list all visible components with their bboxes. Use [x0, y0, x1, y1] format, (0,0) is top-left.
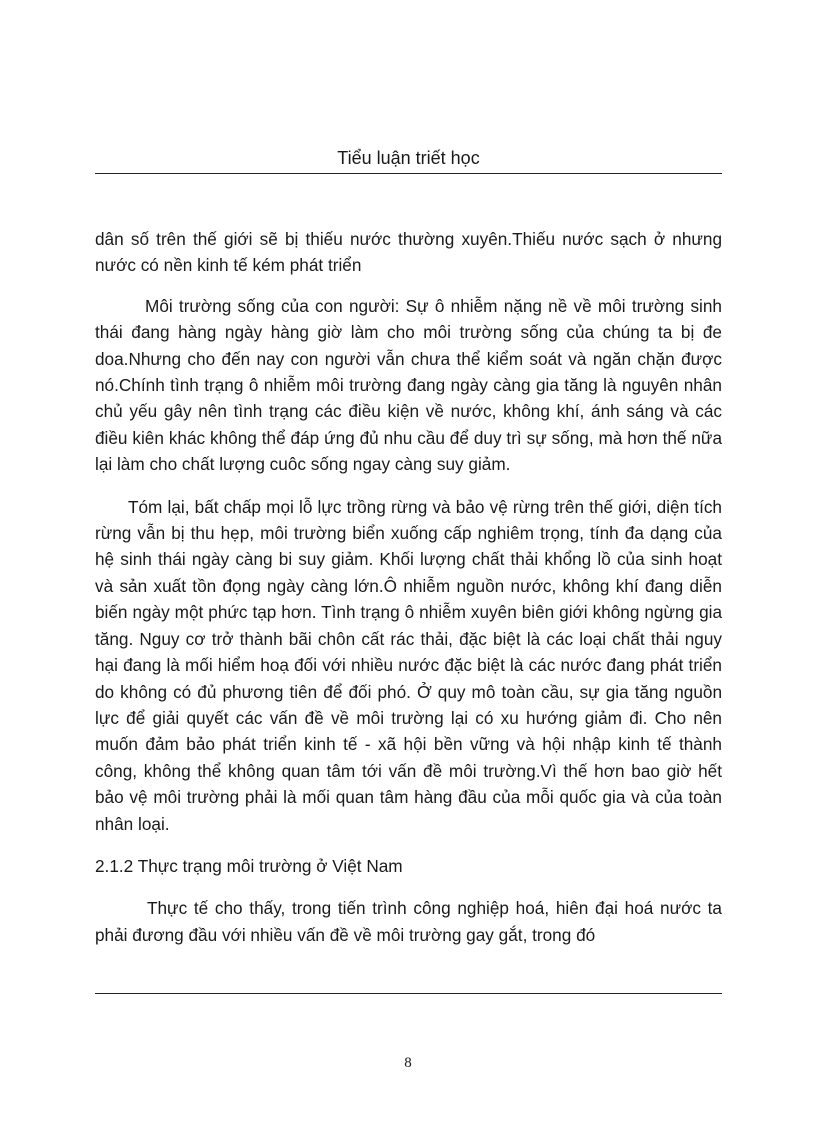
- section-heading: 2.1.2 Thực trạng môi trường ở Việt Nam: [95, 855, 403, 876]
- page-body: [95, 226, 722, 948]
- page-header-title: Tiểu luận triết học: [337, 148, 480, 168]
- paragraph-water-shortage: dân số trên thế giới sẽ bị thiếu nước thường xuyên.Thiếu nước sạch ở nhưng nước có nền kinh tế kém phát triển: [95, 229, 722, 276]
- paragraph-vietnam-situation: Thực tế cho thấy, trong tiến trình công nghiệp hoá, hiên đại hoá nước ta phải đương đầu với nhiều vấn đề về môi trường gay gắt, trong đó: [95, 898, 722, 945]
- header-rule: [95, 173, 722, 174]
- paragraph-summary: Tóm lại, bất chấp mọi lỗ lực trồng rừng và bảo vệ rừng trên thế giới, diện tích rừng vẫn bị thu hẹp, môi trường biển xuống cấp nghiêm trọng, tính đa dạng của hệ sinh thái ngày càng bi suy giảm. Khối lượng chất thải khổng lồ của sinh hoạt và sản xuất tồn đọng ngày càng lớn.Ô nhiễm nguồn nước, không khí đang diễn biến ngày một phức tạp hơn. Tình trạng ô nhiễm xuyên biên giới không ngừng gia tăng. Nguy cơ trở thành bãi chôn cất rác thải, đặc biệt là các loại chất thải nguy hại đang là mối hiểm hoạ đối với nhiều nước đặc biệt là các nước đang phát triển do không có đủ phương tiên để đối phó. Ở quy mô toàn cầu, sự gia tăng nguồn lực để giải quyết các vấn đề về môi trường lại có xu hướng giảm đi. Cho nên muốn đảm bảo phát triển kinh tế - xã hội bền vững và hội nhập kinh tế thành công, không thể không quan tâm tới vấn đề môi trường.Vì thế hơn bao giờ hết bảo vệ môi trường phải là mối quan tâm hàng đầu của mỗi quốc gia và của toàn nhân loại.: [95, 496, 722, 834]
- page-number: 8: [404, 1055, 412, 1071]
- paragraph-living-environment: Môi trường sống của con người: Sự ô nhiễm nặng nề về môi trường sinh thái đang hàng ngày hàng giờ làm cho môi trường sống của chúng ta bị đe doa.Nhưng cho đến nay con người vẫn chưa thể kiểm soát và ngăn chặn được nó.Chính tình trạng ô nhiễm môi trường đang ngày càng gia tăng là nguyên nhân chủ yếu gây nên tình trạng các điều kiện về nước, không khí, ánh sáng và các điều kiên khác không thể đáp ứng đủ nhu cầu để duy trì sự sống, mà hơn thế nữa lại làm cho chất lượng cuôc sống ngay càng suy giảm.: [95, 295, 722, 475]
- footer-rule: [95, 993, 722, 994]
